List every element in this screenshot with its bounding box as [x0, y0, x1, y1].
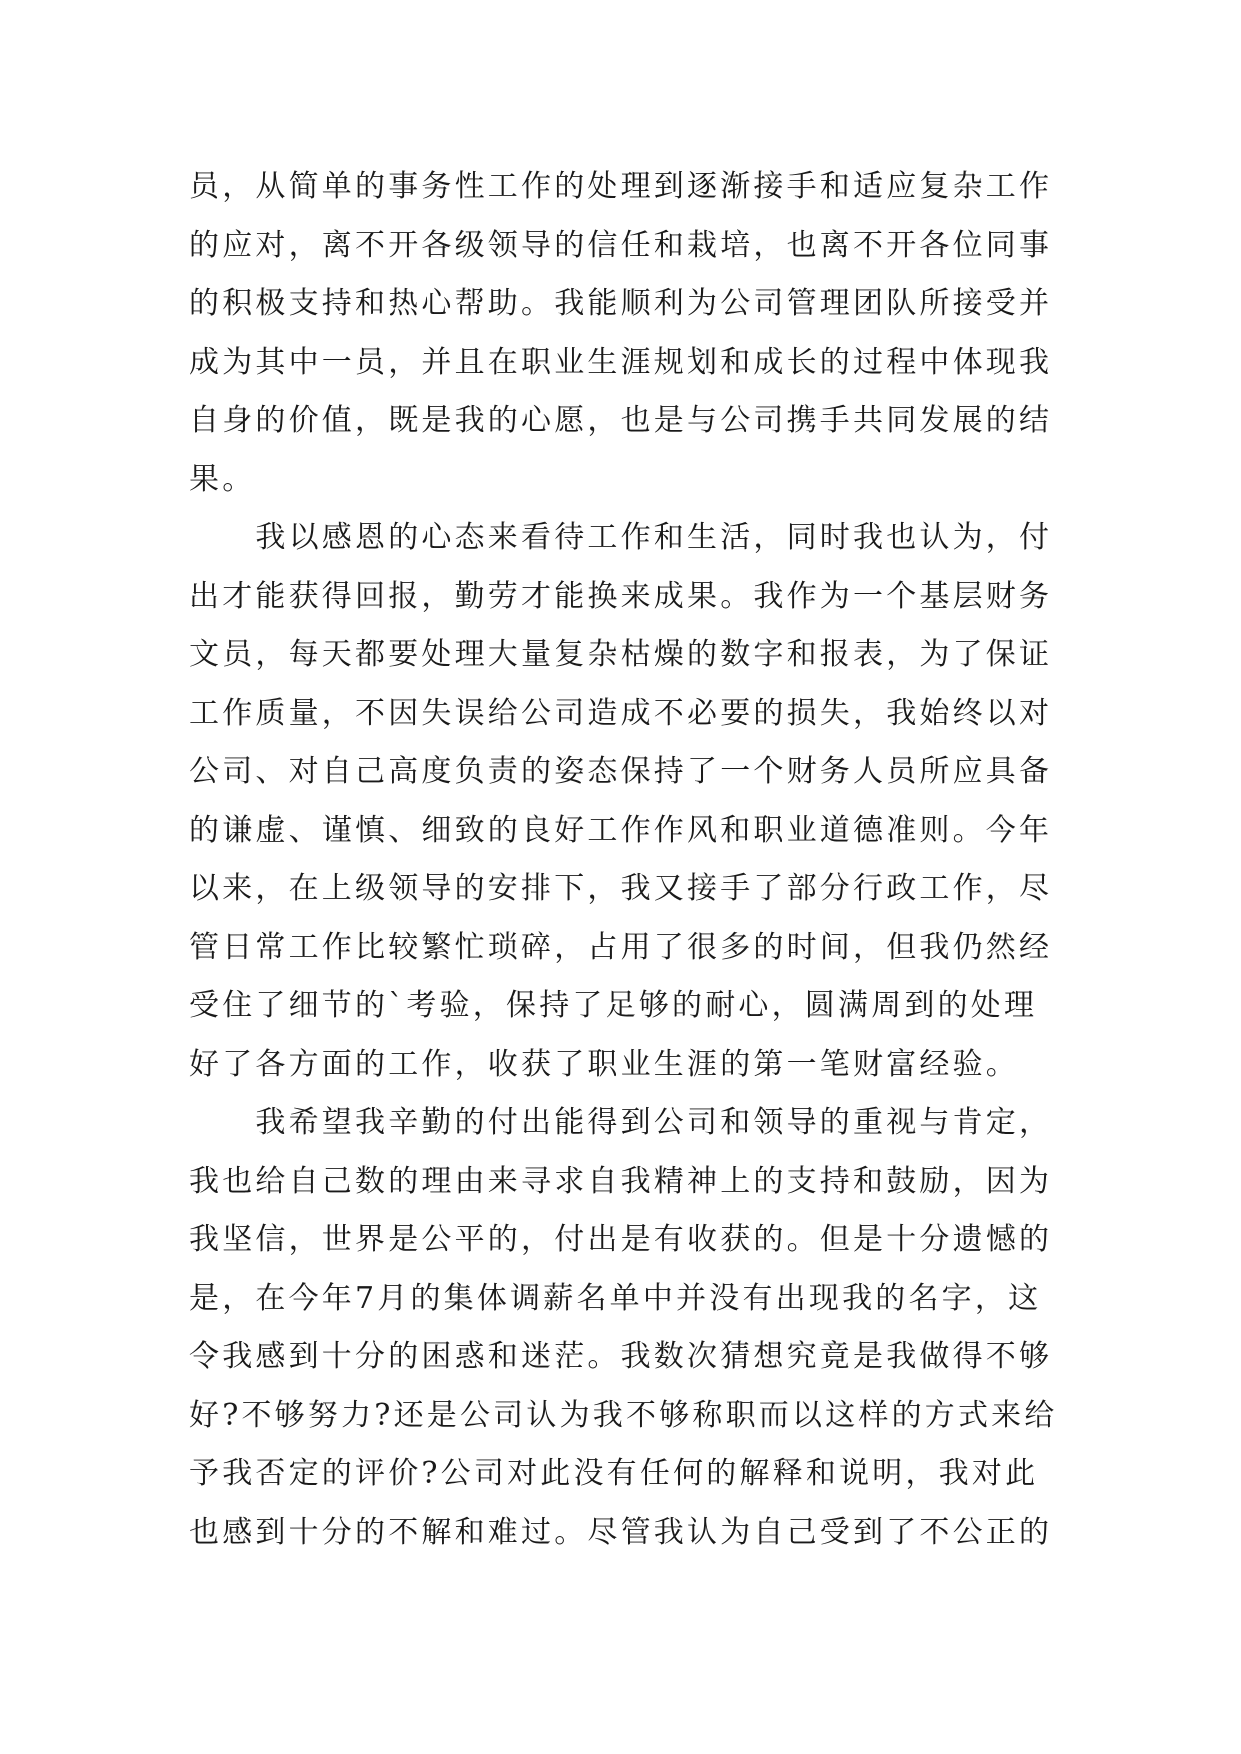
text-line: 公司、对自己高度负责的姿态保持了一个财务人员所应具备 [189, 754, 1053, 789]
text-line: 的积极支持和热心帮助。我能顺利为公司管理团队所接受并 [189, 286, 1053, 321]
text-line: 管日常工作比较繁忙琐碎，占用了很多的时间，但我仍然经 [189, 929, 1053, 965]
text-line: 我希望我辛勤的付出能得到公司和领导的重视与肯定， [189, 1105, 1053, 1140]
text-line: 果。 [189, 461, 256, 497]
text-line: 文员，每天都要处理大量复杂枯燥的数字和报表，为了保证 [189, 637, 1053, 672]
text-line: 也感到十分的不解和难过。尽管我认为自己受到了不公正的 [189, 1514, 1053, 1550]
body-text [189, 158, 1059, 1562]
text-line: 以来，在上级领导的安排下，我又接手了部分行政工作，尽 [189, 871, 1053, 906]
text-line: 好?不够努力?还是公司认为我不够称职而以这样的方式来给 [189, 1397, 1058, 1433]
text-line: 工作质量，不因失误给公司造成不必要的损失，我始终以对 [189, 695, 1053, 731]
text-line: 我以感恩的心态来看待工作和生活，同时我也认为，付 [189, 520, 1053, 555]
text-line: 的应对，离不开各级领导的信任和栽培，也离不开各位同事 [189, 227, 1053, 263]
text-line: 出才能获得回报，勤劳才能换来成果。我作为一个基层财务 [189, 578, 1053, 614]
text-line: 员，从简单的事务性工作的处理到逐渐接手和适应复杂工作 [189, 169, 1053, 204]
text-line: 的谦虚、谨慎、细致的良好工作作风和职业道德准则。今年 [189, 812, 1053, 848]
text-line: 自身的价值，既是我的心愿，也是与公司携手共同发展的结 [189, 403, 1053, 438]
text-line: 我也给自己数的理由来寻求自我精神上的支持和鼓励，因为 [189, 1163, 1053, 1199]
text-line: 是，在今年7月的集体调薪名单中并没有出现我的名字，这 [189, 1280, 1042, 1316]
text-line: 令我感到十分的困惑和迷茫。我数次猜想究竟是我做得不够 [189, 1339, 1053, 1374]
text-line: 好了各方面的工作，收获了职业生涯的第一笔财富经验。 [189, 1046, 1019, 1082]
text-line: 受住了细节的`考验，保持了足够的耐心，圆满周到的处理 [189, 988, 1038, 1023]
text-line: 成为其中一员，并且在职业生涯规划和成长的过程中体现我 [189, 344, 1053, 380]
text-line: 予我否定的评价?公司对此没有任何的解释和说明，我对此 [189, 1456, 1039, 1491]
text-line: 我坚信，世界是公平的，付出是有收获的。但是十分遗憾的 [189, 1222, 1053, 1257]
